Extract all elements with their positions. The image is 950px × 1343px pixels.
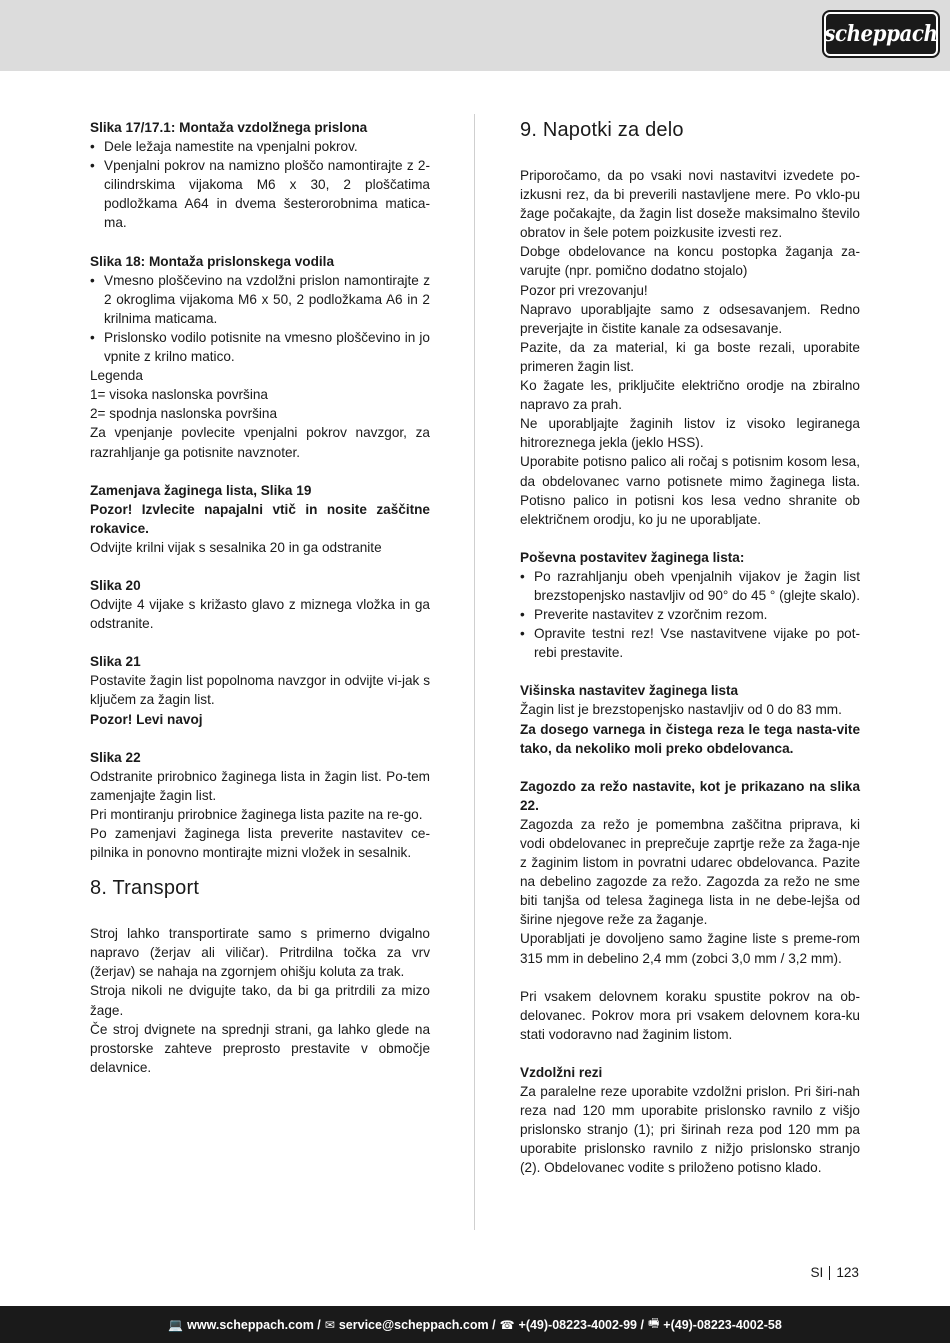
contact-footer <box>0 1306 950 1343</box>
phone-icon: ☎ <box>499 1317 515 1332</box>
paragraph: Uporabljati je dovoljeno samo žagine liste s preme-rom 315 mm in debelino 2,4 mm (zobci 3,0 mm / 3,2 mm). <box>520 931 860 966</box>
paragraph: Če stroj dvignete na sprednji strani, ga lahko glede na prostorske zahteve preprosto prestavite v območje delavnice. <box>90 1021 430 1075</box>
chapter-title: 9. Napotki za delo <box>520 119 684 141</box>
section-heading: Zamenjava žaginega lista, Slika 19 <box>90 482 312 498</box>
paragraph: Za vpenjanje povlecite vpenjalni pokrov navzgor, za razrahljanje ga potisnite navznoter. <box>90 425 430 460</box>
computer-icon: 💻 <box>168 1317 184 1332</box>
bullet-item: • Prislonsko vodilo potisnite na vmesno ploščevino in jo vpnite z krilno matico. <box>90 328 430 366</box>
paragraph: Zagozda za režo je pomembna zaščitna priprava, ki vodi obdelovanec in preprečuje zaprtje reže za žaga-nje z žaginim listom in povratni udarec obdelovanca. Pazite na debelino zagozde za režo. Zagozda za režo ne sme biti tanjša od telesa žaginega lista in ne debe-lejša od širine njegove reže za žaganje. <box>520 816 860 928</box>
fax-icon: 🖷 <box>647 1316 660 1330</box>
section-heading: Zagozdo za režo nastavite, kot je prikazano na slika 22. <box>520 778 860 813</box>
paragraph: Stroj lahko transportirate samo s primerno dvigalno napravo (žerjav ali viličar). Pritrdilna točka za vrv (žerjav) se nahaja na zgornjem ohišju koluta za trak. <box>90 926 430 980</box>
bullet-item: • Vmesno ploščevino na vzdolžni prislon namontirajte z 2 okroglima vijakoma M6 x 50, 2 podložkama A6 in 2 krilnima maticama. <box>90 271 430 328</box>
bullet-item: • Opravite testni rez! Vse nastavitvene vijake po pot-rebi prestavite. <box>520 624 860 662</box>
legend-item: 2= spodnja naslonska površina <box>90 406 278 422</box>
header-band <box>0 0 950 71</box>
paragraph: Pri montiranju prirobnice žaginega lista pazite na re-go. <box>90 806 423 822</box>
paragraph: Napravo uporabljajte samo z odsesavanjem. Redno preverjajte in čistite kanale za odsesavanje. <box>520 301 860 336</box>
paragraph: Priporočamo, da po vsaki novi nastavitvi izvedete po-izkusni rez, da bi preverili nastavljene mere. Po vklo-pu žage počakajte, da žagin list doseže maksimalno število obratov in šele potem poizkusite izvesti rez. <box>520 168 860 241</box>
section-heading: Slika 20 <box>90 577 141 593</box>
legend-item: 1= visoka naslonska površina <box>90 387 268 403</box>
language-code: SI <box>810 1265 824 1280</box>
paragraph: Odvijte 4 vijake s križasto glavo z miznega vložka in ga odstranite. <box>90 597 430 632</box>
section-heading: Poševna postavitev žaginega lista: <box>520 549 745 565</box>
paragraph: Odstranite prirobnico žaginega lista in žagin list. Po-tem zamenjajte žagin list. <box>90 768 430 803</box>
chapter-title: 8. Transport <box>90 877 200 900</box>
paragraph: Žagin list je brezstopenjsko nastavljiv od 0 do 83 mm. <box>520 702 842 718</box>
warning-text: Pozor! Izvlecite napajalni vtič in nosite zaščitne rokavice. <box>90 501 430 536</box>
paragraph: Pazite, da za material, ki ga boste rezali, uporabite primeren žagin list. <box>520 339 860 374</box>
bullet-item: • Preverite nastavitev z vzorčnim rezom. <box>520 605 860 624</box>
footer-email: service@scheppach.com / <box>338 1317 496 1332</box>
footer-fax: +(49)-08223-4002-58 <box>663 1317 782 1332</box>
envelope-icon: ✉ <box>324 1317 335 1332</box>
section-heading: Slika 18: Montaža prislonskega vodila <box>90 253 335 269</box>
bullet-item: • Vpenjalni pokrov na namizno ploščo namontirajte z 2- cilindrskima vijakoma M6 x 30, 2 ploščatima podložkama A64 in dvema šesterorobnima matica-ma. <box>90 156 430 232</box>
section-heading: Višinska nastavitev žaginega lista <box>520 683 739 699</box>
bullet-item: • Dele ležaja namestite na vpenjalni pokrov. <box>90 137 430 156</box>
left-column <box>90 118 430 1077</box>
page-number <box>810 1265 859 1280</box>
section-heading: Slika 21 <box>90 654 141 670</box>
paragraph: Pri vsakem delovnem koraku spustite pokrov na ob-delovanec. Pokrov mora pri vsakem delovnem kora-ku stati vodoravno nad žaginim listom. <box>520 988 860 1042</box>
paragraph: Odvijte krilni vijak s sesalnika 20 in ga odstranite <box>90 539 382 555</box>
page-number-separator <box>829 1266 830 1280</box>
warning-text: Pozor! Levi navoj <box>90 711 203 727</box>
paragraph: Pozor pri vrezovanju! <box>520 282 648 298</box>
bullet-item: • Po razrahljanju obeh vpenjalnih vijakov je žagin list brezstopenjsko nastavljiv od 90° do 45 ° (glejte skalo). <box>520 567 860 605</box>
paragraph: Za paralelne reze uporabite vzdolžni prislon. Pri širi-nah reza nad 120 mm uporabite prislonsko ravnilo z višjo prislonsko stranjo (1); pri širinah reza pod 120 mm pa uporabite prislonsko ravnilo z nižjo prislonsko stranjo (2). Obdelovanec vodite s priloženo potisno klado. <box>520 1084 860 1176</box>
paragraph: Ne uporabljajte žaginih listov iz visoko legiranega hitroreznega jekla (jeklo HSS). <box>520 416 860 451</box>
emphasis-text: Za dosego varnega in čistega reza le tega nasta-vite tako, da nekoliko moli preko obdelovanca. <box>520 721 860 756</box>
paragraph: Po zamenjavi žaginega lista preverite nastavitev ce-pilnika in ponovno montirajte mizni vložek in sesalnik. <box>90 826 430 861</box>
page-number-value: 123 <box>836 1265 859 1280</box>
section-heading: Vzdolžni rezi <box>520 1064 603 1080</box>
paragraph: Uporabite potisno palico ali ročaj s potisnim kosom lesa, da obdelovanec varno potisnete mimo žaginega lista. Potisno palico in potisni kos lesa vedno shranite ob električnem orodju, ko ju ne uporabljate. <box>520 454 860 527</box>
legend-label: Legenda <box>90 368 143 384</box>
footer-website: www.scheppach.com / <box>187 1317 321 1332</box>
paragraph: Dobge obdelovance na koncu postopka žaganja za-varujte (npr. pomično dodatno stojalo) <box>520 244 860 279</box>
logo-text: scheppach <box>824 21 938 47</box>
scheppach-logo <box>824 12 938 56</box>
paragraph: Ko žagate les, priključite električno orodje na zbiralno napravo za prah. <box>520 378 860 413</box>
right-column <box>520 118 860 1178</box>
section-heading: Slika 17/17.1: Montaža vzdolžnega prislona <box>90 120 368 135</box>
section-heading: Slika 22 <box>90 749 141 765</box>
paragraph: Postavite žagin list popolnoma navzgor in odvijte vi-jak s ključem za žagin list. <box>90 673 430 708</box>
paragraph: Stroja nikoli ne dvigujte tako, da bi ga pritrdili za mizo žage. <box>90 983 430 1018</box>
column-divider <box>474 114 475 1230</box>
footer-phone: +(49)-08223-4002-99 / <box>518 1317 644 1332</box>
